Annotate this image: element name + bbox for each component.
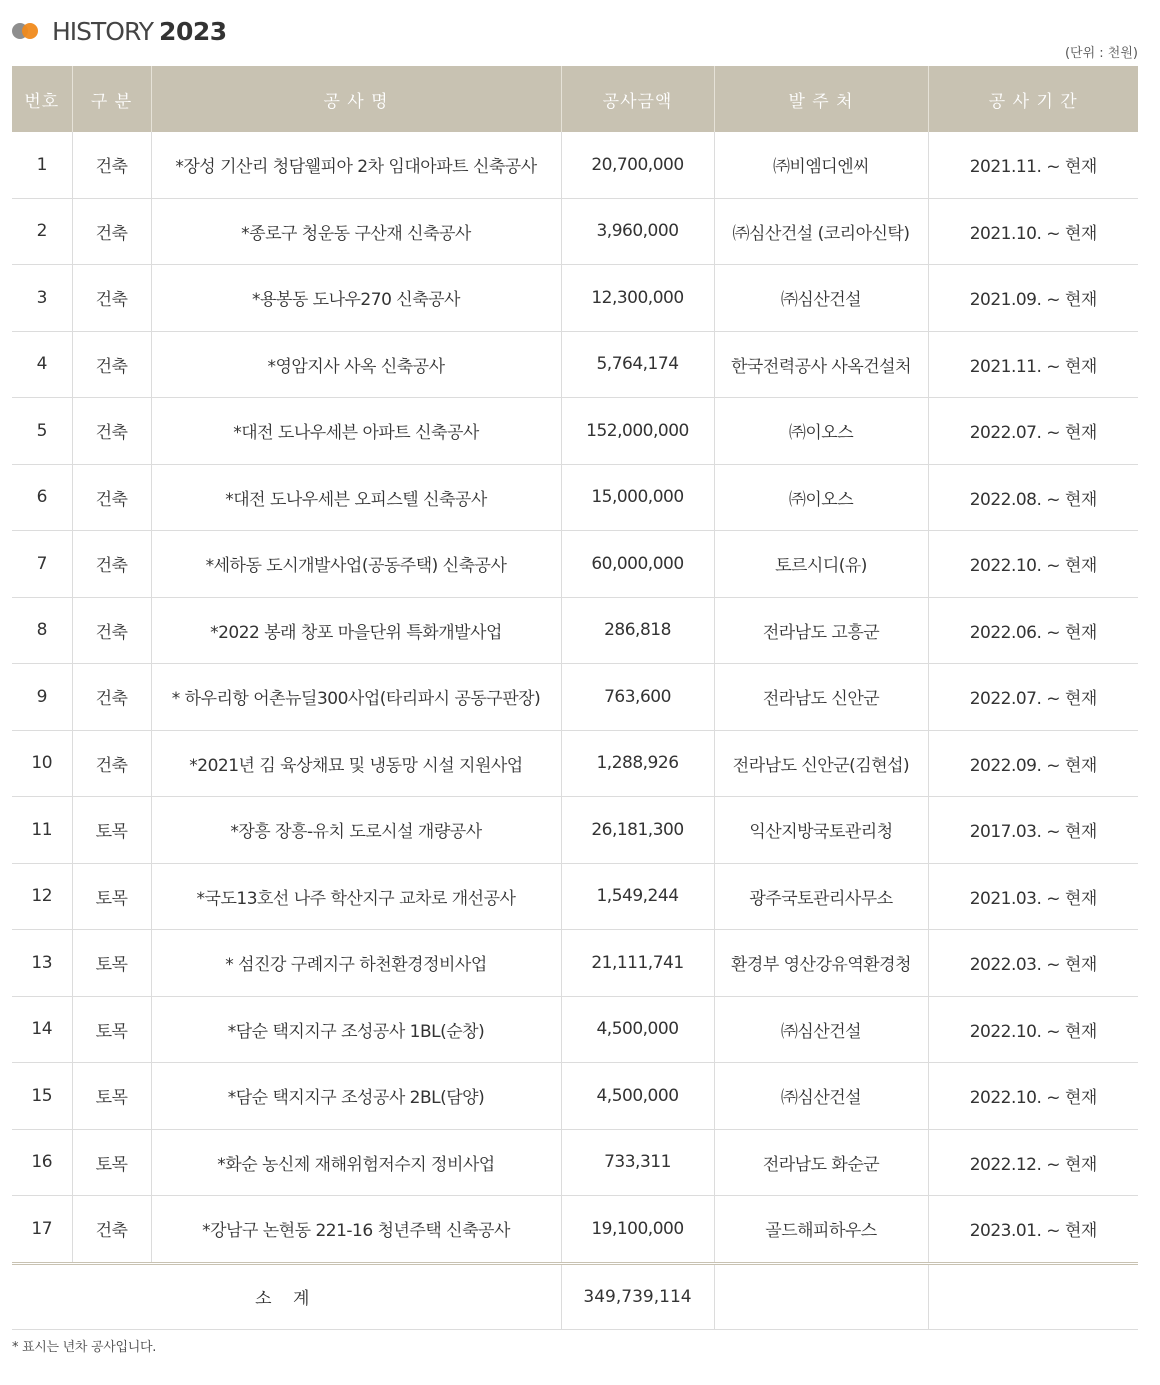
table-body xyxy=(12,132,1138,1263)
row-period: 2022.10. ~ 현재 xyxy=(928,531,1138,598)
table-header-row xyxy=(12,66,1138,132)
row-number: 1 xyxy=(12,132,72,198)
row-category: 건축 xyxy=(72,464,151,531)
row-amount: 21,111,741 xyxy=(561,930,714,997)
row-amount: 60,000,000 xyxy=(561,531,714,598)
row-amount: 19,100,000 xyxy=(561,1196,714,1264)
row-client: ㈜심산건설 (코리아신탁) xyxy=(714,198,928,265)
table-row xyxy=(12,797,1138,864)
table-row xyxy=(12,198,1138,265)
row-client: 광주국토관리사무소 xyxy=(714,863,928,930)
table-footer xyxy=(12,1263,1138,1329)
table-row xyxy=(12,531,1138,598)
row-project-name: *용봉동 도나우270 신축공사 xyxy=(151,265,561,332)
subtotal-empty-client xyxy=(714,1263,928,1329)
table-row xyxy=(12,265,1138,332)
row-project-name: *종로구 청운동 구산재 신축공사 xyxy=(151,198,561,265)
row-amount: 763,600 xyxy=(561,664,714,731)
subtotal-label: 소 계 xyxy=(12,1263,561,1329)
row-category: 건축 xyxy=(72,1196,151,1264)
row-period: 2022.10. ~ 현재 xyxy=(928,996,1138,1063)
row-period: 2022.08. ~ 현재 xyxy=(928,464,1138,531)
row-amount: 152,000,000 xyxy=(561,398,714,465)
row-project-name: *세하동 도시개발사업(공동주택) 신축공사 xyxy=(151,531,561,598)
row-client: 전라남도 고흥군 xyxy=(714,597,928,664)
row-project-name: *영암지사 사옥 신축공사 xyxy=(151,331,561,398)
row-period: 2022.10. ~ 현재 xyxy=(928,1063,1138,1130)
row-period: 2022.09. ~ 현재 xyxy=(928,730,1138,797)
row-period: 2022.06. ~ 현재 xyxy=(928,597,1138,664)
row-client: ㈜비엠디엔씨 xyxy=(714,132,928,198)
row-client: ㈜심산건설 xyxy=(714,265,928,332)
row-category: 토목 xyxy=(72,863,151,930)
row-project-name: *2022 봉래 창포 마을단위 특화개발사업 xyxy=(151,597,561,664)
table-row xyxy=(12,132,1138,198)
row-amount: 4,500,000 xyxy=(561,996,714,1063)
column-header-amount: 공사금액 xyxy=(561,66,714,132)
footnote: * 표시는 년차 공사입니다. xyxy=(12,1340,157,1355)
row-period: 2022.03. ~ 현재 xyxy=(928,930,1138,997)
table-header xyxy=(12,66,1138,132)
table-row xyxy=(12,398,1138,465)
row-category: 토목 xyxy=(72,1129,151,1196)
row-number: 5 xyxy=(12,398,72,465)
column-header-category: 구 분 xyxy=(72,66,151,132)
row-category: 토목 xyxy=(72,1063,151,1130)
subtotal-amount: 349,739,114 xyxy=(561,1263,714,1329)
row-number: 3 xyxy=(12,265,72,332)
row-project-name: *담순 택지지구 조성공사 1BL(순창) xyxy=(151,996,561,1063)
row-category: 토목 xyxy=(72,930,151,997)
table-row xyxy=(12,664,1138,731)
row-client: 환경부 영산강유역환경청 xyxy=(714,930,928,997)
row-number: 17 xyxy=(12,1196,72,1264)
row-amount: 733,311 xyxy=(561,1129,714,1196)
table-row xyxy=(12,1196,1138,1264)
row-category: 건축 xyxy=(72,531,151,598)
row-project-name: *장성 기산리 청담웰피아 2차 임대아파트 신축공사 xyxy=(151,132,561,198)
history-table xyxy=(12,66,1138,1330)
row-period: 2021.11. ~ 현재 xyxy=(928,132,1138,198)
row-category: 토목 xyxy=(72,797,151,864)
row-number: 14 xyxy=(12,996,72,1063)
row-number: 12 xyxy=(12,863,72,930)
row-amount: 4,500,000 xyxy=(561,1063,714,1130)
row-amount: 3,960,000 xyxy=(561,198,714,265)
row-amount: 26,181,300 xyxy=(561,797,714,864)
row-number: 2 xyxy=(12,198,72,265)
row-amount: 5,764,174 xyxy=(561,331,714,398)
row-amount: 286,818 xyxy=(561,597,714,664)
row-client: ㈜이오스 xyxy=(714,464,928,531)
row-project-name: *대전 도나우세븐 오피스텔 신축공사 xyxy=(151,464,561,531)
row-amount: 20,700,000 xyxy=(561,132,714,198)
table-row xyxy=(12,730,1138,797)
row-amount: 1,288,926 xyxy=(561,730,714,797)
row-client: 골드해피하우스 xyxy=(714,1196,928,1264)
row-client: 전라남도 화순군 xyxy=(714,1129,928,1196)
row-project-name: *2021년 김 육상채묘 및 냉동망 시설 지원사업 xyxy=(151,730,561,797)
page-header xyxy=(12,14,227,48)
row-category: 토목 xyxy=(72,996,151,1063)
row-project-name: *강남구 논현동 221-16 청년주택 신축공사 xyxy=(151,1196,561,1264)
row-number: 11 xyxy=(12,797,72,864)
row-project-name: *화순 농신제 재해위험저수지 정비사업 xyxy=(151,1129,561,1196)
table-row xyxy=(12,331,1138,398)
bullet-dots-icon xyxy=(12,22,44,40)
table-row xyxy=(12,863,1138,930)
row-category: 건축 xyxy=(72,664,151,731)
table-row xyxy=(12,1129,1138,1196)
row-amount: 12,300,000 xyxy=(561,265,714,332)
row-number: 10 xyxy=(12,730,72,797)
row-period: 2021.03. ~ 현재 xyxy=(928,863,1138,930)
subtotal-row xyxy=(12,1263,1138,1329)
row-project-name: * 하우리항 어촌뉴딜300사업(타리파시 공동구판장) xyxy=(151,664,561,731)
row-number: 8 xyxy=(12,597,72,664)
row-project-name: * 섬진강 구례지구 하천환경정비사업 xyxy=(151,930,561,997)
row-category: 건축 xyxy=(72,398,151,465)
table-row xyxy=(12,1063,1138,1130)
row-client: 토르시디(유) xyxy=(714,531,928,598)
row-category: 건축 xyxy=(72,597,151,664)
row-number: 4 xyxy=(12,331,72,398)
row-category: 건축 xyxy=(72,132,151,198)
row-category: 건축 xyxy=(72,730,151,797)
table-row xyxy=(12,464,1138,531)
row-client: ㈜이오스 xyxy=(714,398,928,465)
column-header-number: 번호 xyxy=(12,66,72,132)
row-client: 전라남도 신안군(김현섭) xyxy=(714,730,928,797)
page-year: 2023 xyxy=(159,16,227,46)
table-row xyxy=(12,597,1138,664)
page-title: HISTORY xyxy=(52,16,154,46)
unit-note: (단위 : 천원) xyxy=(1064,46,1138,61)
row-number: 9 xyxy=(12,664,72,731)
row-project-name: *대전 도나우세븐 아파트 신축공사 xyxy=(151,398,561,465)
row-period: 2021.09. ~ 현재 xyxy=(928,265,1138,332)
row-category: 건축 xyxy=(72,265,151,332)
row-client: 한국전력공사 사옥건설처 xyxy=(714,331,928,398)
row-number: 6 xyxy=(12,464,72,531)
column-header-client: 발 주 처 xyxy=(714,66,928,132)
table-row xyxy=(12,930,1138,997)
row-number: 15 xyxy=(12,1063,72,1130)
row-period: 2022.07. ~ 현재 xyxy=(928,664,1138,731)
row-client: 전라남도 신안군 xyxy=(714,664,928,731)
row-category: 건축 xyxy=(72,198,151,265)
row-amount: 15,000,000 xyxy=(561,464,714,531)
row-project-name: *장흥 장흥-유치 도로시설 개량공사 xyxy=(151,797,561,864)
row-client: ㈜심산건설 xyxy=(714,1063,928,1130)
subtotal-empty-period xyxy=(928,1263,1138,1329)
row-amount: 1,549,244 xyxy=(561,863,714,930)
row-period: 2021.11. ~ 현재 xyxy=(928,331,1138,398)
row-project-name: *국도13호선 나주 학산지구 교차로 개선공사 xyxy=(151,863,561,930)
row-category: 건축 xyxy=(72,331,151,398)
row-period: 2023.01. ~ 현재 xyxy=(928,1196,1138,1264)
column-header-name: 공 사 명 xyxy=(151,66,561,132)
row-number: 7 xyxy=(12,531,72,598)
row-client: ㈜심산건설 xyxy=(714,996,928,1063)
row-project-name: *담순 택지지구 조성공사 2BL(담양) xyxy=(151,1063,561,1130)
row-period: 2017.03. ~ 현재 xyxy=(928,797,1138,864)
row-client: 익산지방국토관리청 xyxy=(714,797,928,864)
table-row xyxy=(12,996,1138,1063)
column-header-period: 공 사 기 간 xyxy=(928,66,1138,132)
row-period: 2022.07. ~ 현재 xyxy=(928,398,1138,465)
row-period: 2021.10. ~ 현재 xyxy=(928,198,1138,265)
row-period: 2022.12. ~ 현재 xyxy=(928,1129,1138,1196)
row-number: 16 xyxy=(12,1129,72,1196)
row-number: 13 xyxy=(12,930,72,997)
